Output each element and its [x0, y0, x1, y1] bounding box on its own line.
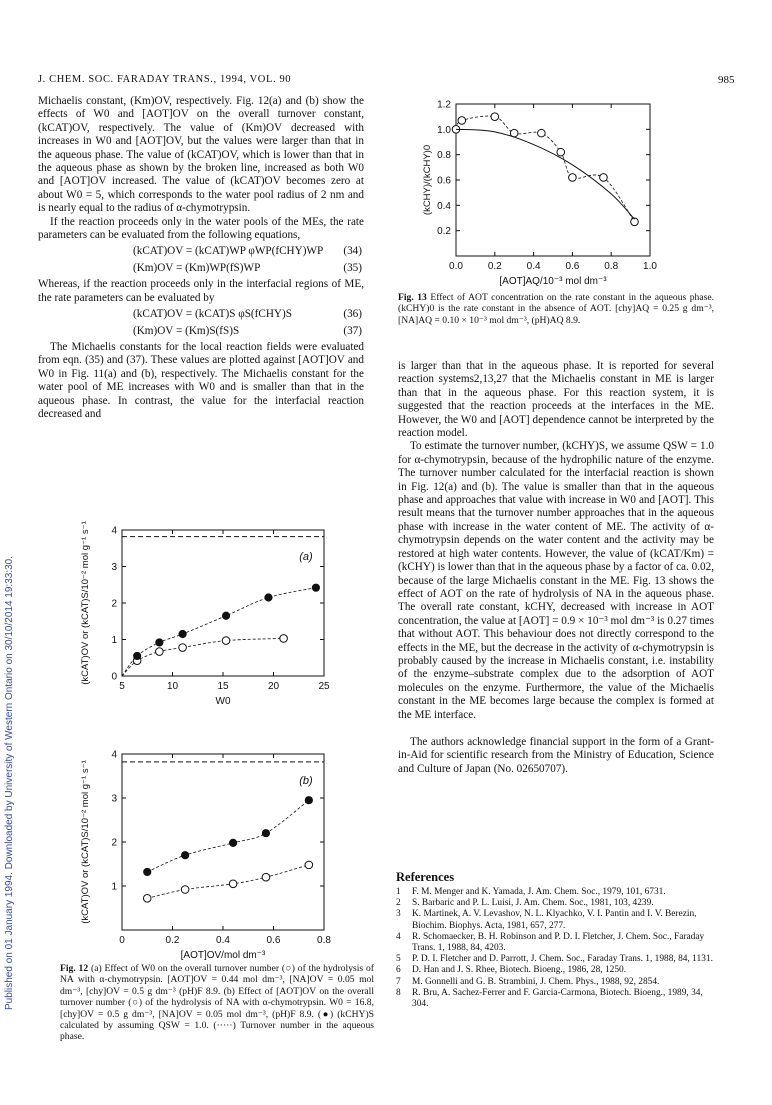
data-point-filled [262, 830, 269, 837]
y-axis-label: (kCAT)OV or (kCAT)S/10⁻² mol g⁻¹ s⁻¹ [80, 521, 91, 685]
x-tick-label: 0.8 [604, 261, 619, 272]
reference-item [396, 954, 714, 965]
data-point-filled [144, 868, 151, 875]
data-point-open [569, 174, 577, 182]
references-heading: References [396, 870, 455, 884]
reference-item [396, 977, 714, 988]
panel-label: (b) [299, 775, 313, 787]
reference-text: R. Schomaecker, B. H. Robinson and P. D. I. Fletcher, J. Chem. Soc., Faraday Trans. 1, 1988, 84, 4203. [412, 931, 705, 954]
trend-line [122, 588, 316, 676]
reference-item [396, 932, 714, 954]
x-tick-label: 0.6 [565, 261, 580, 272]
reference-item [396, 887, 714, 898]
data-point-filled [305, 797, 312, 804]
y-axis-label: (kCAT)OV or (kCAT)S/10⁻² mol g⁻¹ s⁻¹ [80, 760, 91, 924]
data-point-filled [134, 652, 141, 659]
data-point-filled [182, 852, 189, 859]
fig12a-chart [58, 520, 348, 750]
x-tick-label: 0.0 [449, 261, 463, 272]
reference-item [396, 898, 714, 909]
fig12-caption [60, 963, 374, 1043]
x-tick-label: 0.2 [487, 261, 502, 272]
reference-text: P. D. I. Fletcher and D. Parrott, J. Chem. Soc., Faraday Trans. 1, 1988, 84, 1131. [412, 954, 713, 965]
reference-number: 4 [396, 931, 401, 942]
y-tick-label: 4 [111, 749, 117, 761]
data-point-filled [222, 612, 229, 619]
x-tick-label: 25 [318, 681, 330, 692]
y-axis-label: (kCHY)/(kCHY)0 [422, 144, 433, 216]
reference-text: D. Han and J. S. Rhee, Biotech. Bioeng., 1986, 28, 1250. [412, 965, 627, 976]
x-tick-label: 15 [217, 681, 229, 692]
x-tick-label: 0.2 [165, 935, 180, 946]
trend-line [147, 800, 309, 872]
fig12-caption-text: (a) Effect of W0 on the overall turnover number (○) of the hydrolysis of NA with α-chymotrypsin. [AOT]OV = 0.44 mol dm⁻³, [NA]OV = 0.05 mol dm⁻³, [chy]OV = 0.5 g dm⁻³ (pH)F 8.9. (b) Effect of [AOT]OV on the overall turnover number (○) of the hydrolysis of NA with α-chymotrypsin. W0 = 16.8, [chy]OV = 0.5 g dm⁻³, [NA]OV = 0.05 mol dm⁻³, (pH)F 8.9. (●) (kCHY)S calculated by assuming QSW = 1.0. (·····) Turnover number in the aqueous phase. [60, 963, 374, 1043]
equation-35: (Km)OV = (Km)WP(fS)WP (35) [133, 261, 362, 274]
y-tick-label: 1 [111, 635, 117, 646]
data-point-open [222, 637, 230, 645]
reference-number: 3 [396, 909, 401, 920]
x-tick-label: 5 [119, 681, 125, 692]
plot-frame [456, 104, 650, 256]
y-tick-label: 0 [111, 671, 117, 683]
y-tick-label: 4 [111, 525, 117, 537]
reference-item [396, 965, 714, 976]
x-tick-label: 0.8 [317, 935, 331, 946]
left-paragraph-2: If the reaction proceeds only in the water pools of the MEs, the rate parameters can be evaluated from the following equations, [38, 215, 364, 242]
left-paragraph-3: Whereas, if the reaction proceeds only in the interfacial regions of ME, the rate parameters can be evaluated by [38, 278, 364, 304]
reference-number: 8 [396, 987, 401, 998]
fig13-caption-text: Effect of AOT concentration on the rate constant in the aqueous phase. (kCHY)0 is the rate constant in the absence of AOT. [chy]AQ = 0.25 g dm⁻³, [NA]AQ = 0.10 × 10⁻³ mol dm⁻³, (pH)AQ 8.9. [398, 292, 714, 326]
fig13-chart [398, 92, 718, 292]
data-point-filled [265, 594, 272, 601]
download-watermark: Published on 01 January 1994. Downloaded by University of Western Ontario on 30/10/2014 19:33:30. [4, 556, 15, 1010]
reference-number: 6 [396, 965, 401, 976]
fig13-caption [398, 292, 714, 326]
reference-number: 2 [396, 898, 401, 909]
y-tick-label: 2 [111, 837, 117, 849]
y-tick-label: 0.2 [437, 226, 451, 238]
reference-text: K. Martinek, A. V. Levashov, N. L. Klyachko, V. I. Pantin and I. V. Berezin, Biochim. Biophys. Acta, 1981, 657, 277. [412, 909, 697, 931]
reference-number: 7 [396, 976, 401, 987]
data-point-open [229, 880, 237, 888]
trend-line [147, 865, 309, 898]
y-tick-label: 1.2 [437, 99, 451, 111]
left-paragraph-4: The Michaelis constants for the local reaction fields were evaluated from eqn. (35) and (37). These values are plotted against [AOT]OV and W0 in Fig. 11(a) and (b), respectively. The Michaelis constant for the water pool of ME increases with W0 and is smaller than that in the aqueous phase. In contrast, the value for the interfacial reaction decreased and [38, 340, 364, 420]
equation-36: (kCAT)OV = (kCAT)S φS(fCHY)S (36) [133, 308, 362, 321]
y-tick-label: 0.6 [437, 175, 451, 187]
y-tick-label: 1 [111, 881, 117, 893]
trend-line [122, 638, 284, 676]
x-tick-label: 1.0 [643, 261, 657, 272]
data-point-open [280, 635, 288, 643]
plot-frame [122, 530, 324, 676]
y-tick-label: 1.0 [437, 124, 451, 136]
x-tick-label: 0.4 [216, 935, 230, 946]
running-header: J. CHEM. SOC. FARADAY TRANS., 1994, VOL. 90 [38, 74, 292, 85]
panel-label: (a) [299, 551, 313, 563]
fig12b-chart [58, 748, 348, 964]
data-point-open [179, 644, 187, 652]
reference-number: 5 [396, 954, 401, 965]
y-tick-label: 3 [111, 562, 117, 573]
x-tick-label: 20 [267, 681, 280, 692]
equation-37: (Km)OV = (Km)S(fS)S (37) [133, 324, 362, 337]
page-number: 985 [718, 74, 735, 86]
reference-item [396, 909, 714, 931]
data-point-filled [156, 639, 163, 646]
reference-text: M. Gonnelli and G. B. Strambini, J. Chem. Phys., 1988, 92, 2854. [412, 976, 660, 987]
right-paragraph-2: To estimate the turnover number, (kCHY)S, we assume QSW = 1.0 for α-chymotrypsin, because of the hydrophilic nature of the enzyme. The turnover number calculated for the interfacial reaction is shown in Fig. 12(a) and (b). The value is smaller than that in the aqueous phase and approaches that value with increase in W0 and [AOT]. This result means that the turnover number approaches that in the aqueous phase with increase in the water content of ME. The activity of α-chymotrypsin depends on the water content and the activity may be restored at high water contents. However, the value of (kCAT/Km) = (kCHY) is lower than that in the aqueous phase by a factor of ca. 0.02, because of the large Michaelis constant in the ME. Fig. 13 shows the effect of AOT on the rate of hydrolysis of NA in the aqueous phase. The overall rate constant, kCHY, decreased with increase in AOT concentration, the value at [AOT] = 0.9 × 10⁻³ mol dm⁻³ is 0.27 times that without AOT. This behaviour does not directly correspond to the effects in the ME, but the decrease in the activity of α-chymotrypsin is probably caused by the increase in Michaelis constant, i.e. instability of the enzyme–substrate complex due to the adsorption of AOT molecules on the enzyme. Furthermore, the value of the Michaelis constant in the ME becomes large because the complex is formed at the ME interface. [398, 440, 714, 721]
reference-item [396, 988, 714, 1010]
fit-curve [456, 129, 634, 219]
right-paragraph-1: is larger than that in the aqueous phase. It is reported for several reaction systems2,13,27 that the Michaelis constant in ME is larger than that in the aqueous phase. For this reaction system, it is suggested that the reaction proceeds at the interfaces in the ME. However, the W0 and [AOT] dependence cannot be interpreted by the reaction model. [398, 360, 714, 440]
fig12-caption-label: Fig. 12 [60, 963, 89, 974]
left-column [38, 95, 364, 421]
reference-text: R. Bru, A. Sachez-Ferrer and F. Garcia-Carmona, Biotech. Bioeng., 1989, 34, 304. [412, 987, 703, 1010]
reference-text: F. M. Menger and K. Yamada, J. Am. Chem. Soc., 1979, 101, 6731. [412, 887, 666, 897]
y-tick-label: 2 [111, 598, 117, 610]
data-point-open [262, 873, 270, 881]
reference-text: S. Barbaric and P. L. Luisi, J. Am. Chem. Soc., 1981, 103, 4239. [412, 898, 654, 909]
y-tick-label: 0.4 [437, 200, 451, 212]
x-axis-label: [AOT]OV/mol dm⁻³ [180, 950, 266, 961]
y-tick-label: 0.8 [437, 150, 451, 162]
x-axis-label: [AOT]AQ/10⁻³ mol dm⁻³ [499, 276, 607, 287]
data-point-open [305, 861, 313, 869]
data-point-open [600, 174, 608, 182]
x-tick-label: 0.4 [526, 261, 541, 272]
y-tick-label: 3 [111, 793, 117, 805]
data-point-filled [230, 839, 237, 846]
fig13-caption-label: Fig. 13 [398, 292, 427, 303]
data-point-open [156, 648, 164, 656]
plot-frame [122, 754, 324, 930]
reference-list [396, 887, 714, 1010]
data-point-open [181, 886, 189, 894]
data-point-open [458, 117, 466, 125]
x-tick-label: 10 [166, 681, 179, 692]
data-point-open [538, 129, 546, 137]
equation-34: (kCAT)OV = (kCAT)WP φWP(fCHY)WP (34) [133, 245, 362, 258]
x-tick-label: 0 [119, 935, 125, 946]
data-point-open [491, 113, 499, 121]
x-tick-label: 0.6 [266, 935, 281, 946]
acknowledgement: The authors acknowledge financial support in the form of a Grant-in-Aid for scientific research from the Ministry of Education, Science and Culture of Japan (No. 02650707). [398, 735, 714, 775]
data-point-filled [312, 584, 319, 591]
data-point-open [143, 895, 151, 903]
left-paragraph-1: Michaelis constant, (Km)OV, respectively. Fig. 12(a) and (b) show the effects of W0 and [AOT]OV on the overall turnover constant, (kCAT)OV, respectively. The value of (Km)OV decreased with increases in W0 and [AOT]OV, but the values were larger than that in the aqueous phase. The value of (kCAT)OV, which is lower than that in the aqueous phase as shown by the broken line, increased as both W0 and [AOT]OV increased. The value of (kCAT)OV becomes zero at about W0 = 5, which corresponds to the water pool radius of 2 nm and is nearly equal to the radius of α-chymotrypsin. [38, 95, 364, 215]
data-point-open [557, 148, 565, 156]
data-point-filled [179, 630, 186, 637]
x-axis-label: W0 [215, 696, 231, 707]
right-column [398, 360, 714, 776]
reference-number: 1 [396, 887, 401, 897]
